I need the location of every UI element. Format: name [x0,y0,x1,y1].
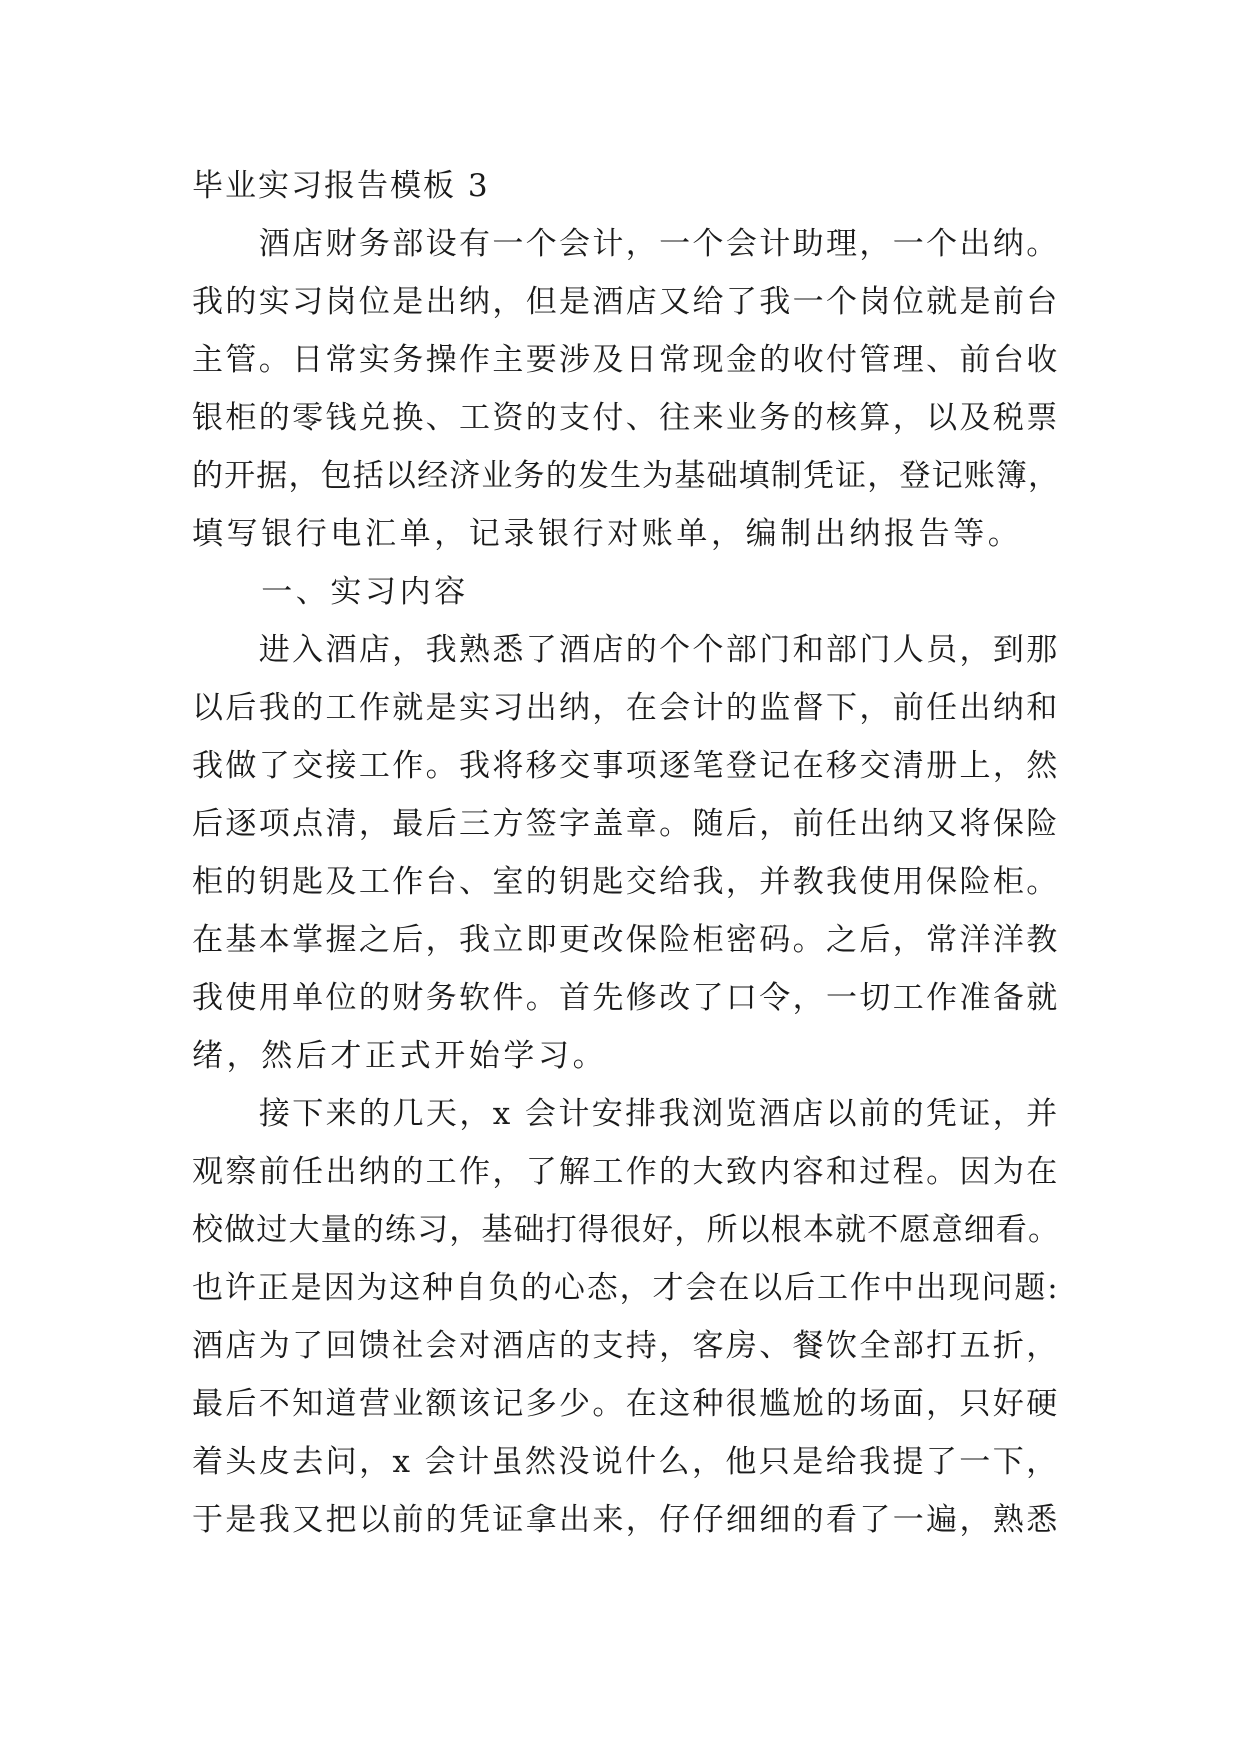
paragraph-line: 最后不知道营业额该记多少。在这种很尴尬的场面，只好硬 [192,1386,1060,1422]
paragraph-line: 在基本掌握之后，我立即更改保险柜密码。之后，常洋洋教 [192,922,1060,958]
paragraph-line: 于是我又把以前的凭证拿出来，仔仔细细的看了一遍，熟悉 [192,1502,1060,1538]
section-heading: 一、实习内容 [192,574,469,610]
paragraph-line: 银柜的零钱兑换、工资的支付、往来业务的核算，以及税票 [192,400,1060,436]
paragraph-line: 接下来的几天，x 会计安排我浏览酒店以前的凭证，并 [192,1096,1060,1132]
paragraph-line: 酒店财务部设有一个会计，一个会计助理，一个出纳。 [192,226,1060,262]
paragraph-line: 我做了交接工作。我将移交事项逐笔登记在移交清册上，然 [192,748,1060,784]
paragraph-line: 柜的钥匙及工作台、室的钥匙交给我，并教我使用保险柜。 [192,864,1060,900]
paragraph-line: 的开据，包括以经济业务的发生为基础填制凭证，登记账簿， [192,458,1061,494]
paragraph-line: 填写银行电汇单，记录银行对账单，编制出纳报告等。 [192,516,1023,552]
document-title: 毕业实习报告模板 3 [192,168,490,204]
paragraph-line: 进入酒店，我熟悉了酒店的个个部门和部门人员，到那 [192,632,1060,668]
paragraph-line: 后逐项点清，最后三方签字盖章。随后，前任出纳又将保险 [192,806,1060,842]
paragraph-line: 校做过大量的练习，基础打得很好，所以根本就不愿意细看。 [192,1212,1061,1248]
paragraph-line: 以后我的工作就是实习出纳，在会计的监督下，前任出纳和 [192,690,1060,726]
paragraph-line: 我使用单位的财务软件。首先修改了口令，一切工作准备就 [192,980,1060,1016]
paragraph-line: 着头皮去问，x 会计虽然没说什么，他只是给我提了一下， [192,1444,1060,1480]
paragraph-line: 主管。日常实务操作主要涉及日常现金的收付管理、前台收 [192,342,1060,378]
paragraph-line: 酒店为了回馈社会对酒店的支持，客房、餐饮全部打五折， [192,1328,1060,1364]
paragraph-line: 我的实习岗位是出纳，但是酒店又给了我一个岗位就是前台 [192,284,1060,320]
paragraph-line: 也许正是因为这种自负的心态，才会在以后工作中出现问题: [192,1270,1060,1306]
paragraph-line: 观察前任出纳的工作，了解工作的大致内容和过程。因为在 [192,1154,1060,1190]
paragraph-line: 绪，然后才正式开始学习。 [192,1038,608,1074]
